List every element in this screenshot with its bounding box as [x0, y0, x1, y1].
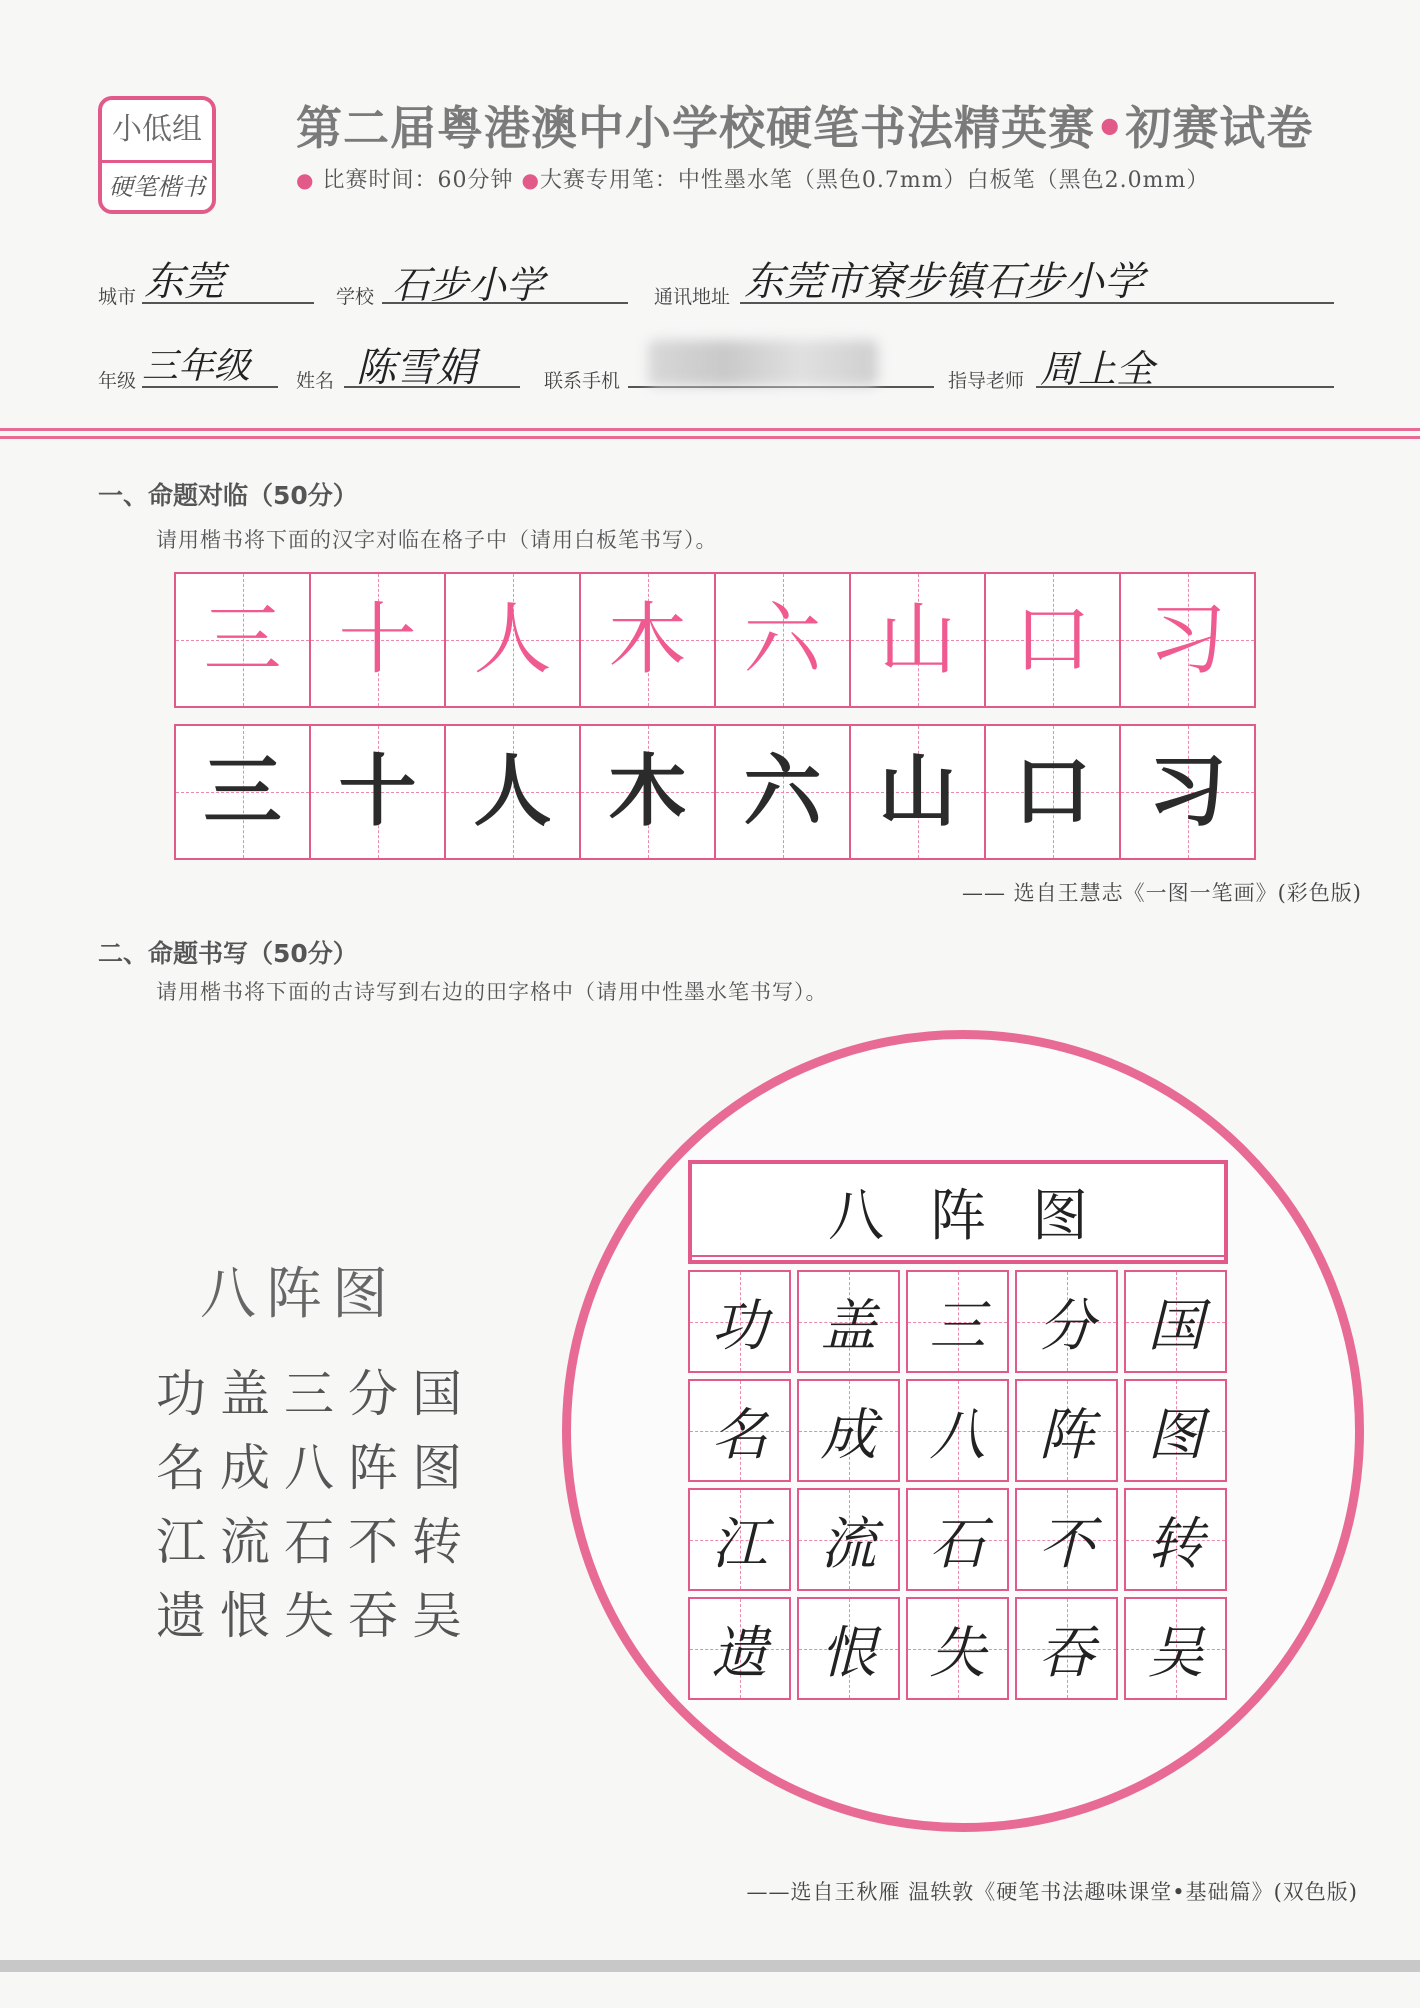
model-char: 六 [743, 595, 822, 685]
model-cell [176, 574, 311, 706]
writing-cell[interactable] [986, 726, 1121, 858]
written-char: 恨 [820, 1620, 877, 1686]
phone-label: 联系手机 [544, 370, 621, 392]
divider [0, 428, 1420, 431]
bullet-icon: ● [296, 168, 315, 192]
section2-source: ——选自王秋雁 温轶敦《硬笔书法趣味课堂•基础篇》(双色版) [746, 1880, 1358, 1904]
tianzige-cell[interactable] [797, 1379, 900, 1482]
writing-cell[interactable] [716, 726, 851, 858]
tianzige-cell[interactable] [906, 1488, 1009, 1591]
address-value[interactable]: 东莞市寮步镇石步小学 [744, 259, 1144, 305]
section1-desc: 请用楷书将下面的汉字对临在格子中（请用白板笔书写）。 [156, 528, 718, 552]
model-char: 口 [1013, 595, 1092, 685]
phone-value-redacted [648, 340, 878, 386]
model-char: 十 [338, 595, 417, 685]
poem-line: 功盖三分国 [156, 1365, 476, 1423]
tianzige-cell[interactable] [797, 1597, 900, 1700]
tianzige-cell[interactable] [797, 1270, 900, 1373]
written-char: 石 [929, 1511, 986, 1577]
model-cell [716, 574, 851, 706]
tianzige-cell[interactable] [1015, 1597, 1118, 1700]
title-main: 第二届粤港澳中小学校硬笔书法精英赛 [296, 101, 1095, 155]
poem-line: 遗恨失吞吴 [156, 1587, 476, 1645]
model-char: 人 [473, 595, 552, 685]
tianzige-cell[interactable] [1015, 1488, 1118, 1591]
model-char: 山 [878, 595, 957, 685]
grade-label: 年级 [98, 370, 137, 392]
tianzige-cell[interactable] [1124, 1270, 1227, 1373]
tianzige-cell[interactable] [906, 1270, 1009, 1373]
divider [0, 436, 1420, 439]
section2-desc: 请用楷书将下面的古诗写到右边的田字格中（请用中性墨水笔书写）。 [156, 980, 828, 1004]
written-char: 阵 [1038, 1402, 1095, 1468]
written-char: 十 [338, 747, 417, 837]
tianzige-cell[interactable] [1015, 1379, 1118, 1482]
section2-title: 二、命题书写（50分） [98, 939, 358, 968]
written-char: 转 [1147, 1511, 1204, 1577]
written-char: 吴 [1147, 1620, 1204, 1686]
exam-info [296, 163, 1356, 194]
poem-line: 江流石不转 [156, 1513, 476, 1571]
grade-value[interactable]: 三年级 [142, 346, 251, 387]
written-char: 失 [929, 1620, 986, 1686]
written-char: 遗 [711, 1620, 768, 1686]
name-label: 姓名 [296, 370, 335, 392]
section1-title: 一、命题对临（50分） [98, 481, 358, 510]
exam-time: 比赛时间：60分钟 [322, 168, 514, 193]
written-char: 分 [1038, 1293, 1095, 1359]
tianzige-cell[interactable] [1124, 1379, 1227, 1482]
written-char: 口 [1013, 747, 1092, 837]
page-title [296, 92, 1356, 158]
written-char: 山 [878, 747, 957, 837]
written-char: 木 [608, 747, 687, 837]
tianzige-cell[interactable] [1124, 1488, 1227, 1591]
model-char: 三 [203, 595, 282, 685]
written-char: 功 [711, 1293, 768, 1359]
tianzige-cell[interactable] [688, 1488, 791, 1591]
tianzige-cell[interactable] [688, 1379, 791, 1482]
tianzige-cell[interactable] [797, 1488, 900, 1591]
teacher-label: 指导老师 [948, 370, 1025, 392]
school-label: 学校 [336, 286, 375, 308]
section1-source: —— 选自王慧志《一图一笔画》(彩色版) [961, 881, 1362, 905]
grid-row [688, 1379, 1230, 1482]
grid-row [688, 1597, 1230, 1700]
written-title: 八阵图 [828, 1184, 1134, 1249]
writing-cell[interactable] [446, 726, 581, 858]
model-char: 习 [1148, 595, 1227, 685]
written-char: 三 [929, 1293, 986, 1359]
writing-cell[interactable] [581, 726, 716, 858]
teacher-value[interactable]: 周上全 [1040, 347, 1155, 391]
tianzige-cell[interactable] [1124, 1597, 1227, 1700]
tianzige-cell[interactable] [906, 1597, 1009, 1700]
school-value[interactable]: 石步小学 [392, 263, 545, 307]
tianzige-cell[interactable] [906, 1379, 1009, 1482]
city-value[interactable]: 东莞 [144, 259, 224, 305]
model-cell [446, 574, 581, 706]
writing-cell[interactable] [1121, 726, 1254, 858]
bullet-icon: ● [521, 168, 540, 192]
model-cell [581, 574, 716, 706]
written-char: 人 [473, 747, 552, 837]
written-char: 图 [1147, 1402, 1204, 1468]
address-label: 通讯地址 [654, 286, 731, 308]
grid-row [688, 1488, 1230, 1591]
grid-row [688, 1270, 1230, 1373]
exam-pen: 大赛专用笔：中性墨水笔（黑色0.7mm）白板笔（黑色2.0mm） [539, 168, 1210, 193]
tianzige-cell[interactable] [1015, 1270, 1118, 1373]
written-char: 国 [1147, 1293, 1204, 1359]
tianzige-grid [688, 1270, 1230, 1706]
written-char: 名 [711, 1402, 768, 1468]
written-char-row [174, 724, 1256, 860]
tianzige-cell[interactable] [688, 1597, 791, 1700]
group-badge [98, 96, 216, 214]
written-char: 吞 [1038, 1620, 1095, 1686]
model-cell [311, 574, 446, 706]
city-label: 城市 [98, 286, 137, 308]
poem-line: 名成八阵图 [156, 1439, 476, 1497]
writing-cell[interactable] [176, 726, 311, 858]
model-cell [851, 574, 986, 706]
title-dot: • [1095, 101, 1126, 155]
footer-bar [0, 1960, 1420, 1972]
written-char: 流 [820, 1511, 877, 1577]
written-char: 习 [1148, 747, 1227, 837]
written-char: 三 [203, 747, 282, 837]
phone-line [628, 386, 934, 388]
model-cell [986, 574, 1121, 706]
writing-cell[interactable] [851, 726, 986, 858]
poem-title: 八阵图 [200, 1262, 398, 1327]
model-cell [1121, 574, 1254, 706]
written-char: 江 [711, 1511, 768, 1577]
written-char: 不 [1038, 1511, 1095, 1577]
written-title-box[interactable] [688, 1160, 1228, 1264]
model-char: 木 [608, 595, 687, 685]
title-suffix: 初赛试卷 [1125, 101, 1314, 155]
badge-group-label: 小低组 [102, 100, 212, 163]
name-value[interactable]: 陈雪娟 [356, 345, 476, 391]
model-char-row [174, 572, 1256, 708]
written-char: 盖 [820, 1293, 877, 1359]
writing-cell[interactable] [311, 726, 446, 858]
written-char: 六 [743, 747, 822, 837]
badge-style-label: 硬笔楷书 [109, 173, 205, 201]
tianzige-cell[interactable] [688, 1270, 791, 1373]
written-char: 八 [929, 1402, 986, 1468]
written-char: 成 [820, 1402, 877, 1468]
